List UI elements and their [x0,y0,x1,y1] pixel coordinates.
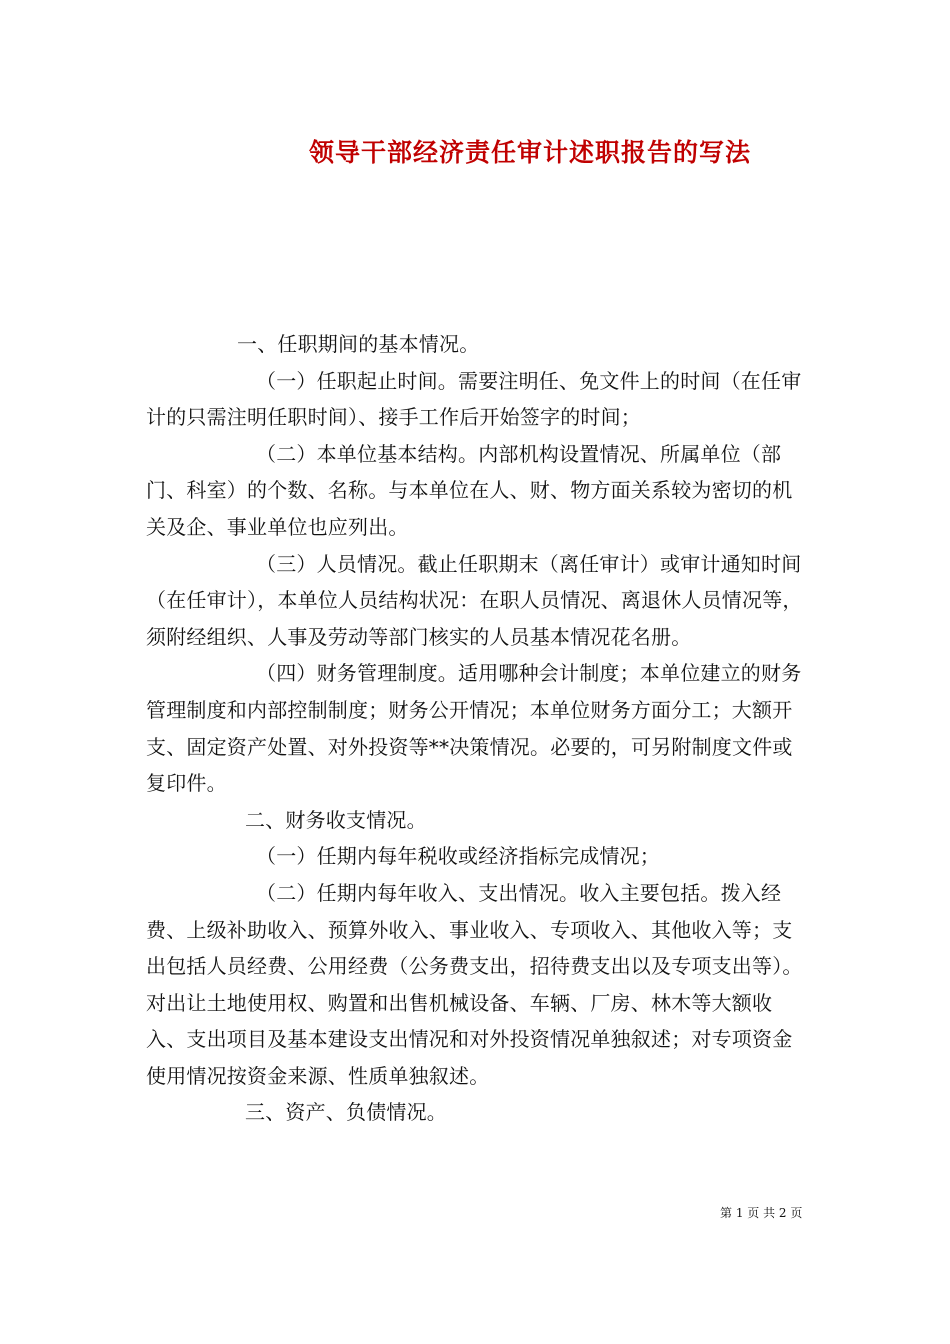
paragraph: （一）任职起止时间。需要注明任、免文件上的时间（在任审计的只需注明任职时间）、接手工作后开始签字的时间； [146,368,802,430]
paragraph: （三）人员情况。截止任职期末（离任审计）或审计通知时间（在任审计），本单位人员结构状况：在职人员情况、离退休人员情况等，须附经组织、人事及劳动等部门核实的人员基本情况花名册。 [146,551,803,649]
section-heading-3: 三、资产、负债情况。 [245,1100,447,1125]
paragraph: （二）本单位基本结构。内部机构设置情况、所属单位（部门、科室）的个数、名称。与本单位在人、财、物方面关系较为密切的机关及企、事业单位也应列出。 [146,441,793,539]
section-heading-1: 一、任职期间的基本情况。 [237,332,480,356]
paragraph: （二）任期内每年收入、支出情况。收入主要包括。拨入经费、上级补助收入、预算外收入、事业收入、专项收入、其他收入等；支出包括人员经费、公用经费（公务费支出，招待费支出以及专项支出等）。对出让土地使用权、购置和出售机械设备、车辆、厂房、林木等大额收入、支出项目及基本建设支出情况和对外投资情况单独叙述；对专项资金使用情况按资金来源、性质单独叙述。 [146,880,803,1088]
paragraph: （四）财务管理制度。适用哪种会计制度；本单位建立的财务管理制度和内部控制制度；财务公开情况；本单位财务方面分工；大额开支、固定资产处置、对外投资等**决策情况。必要的，可另附制度文件或复印件。 [146,661,802,796]
section-heading-2: 二、财务收支情况。 [245,807,427,832]
document-body [146,326,810,1131]
document-title: 领导干部经济责任审计述职报告的写法 [308,138,751,167]
paragraph: （一）任期内每年税收或经济指标完成情况； [256,844,660,869]
page-number-footer: 第 1 页 共 2 页 [720,1206,803,1220]
